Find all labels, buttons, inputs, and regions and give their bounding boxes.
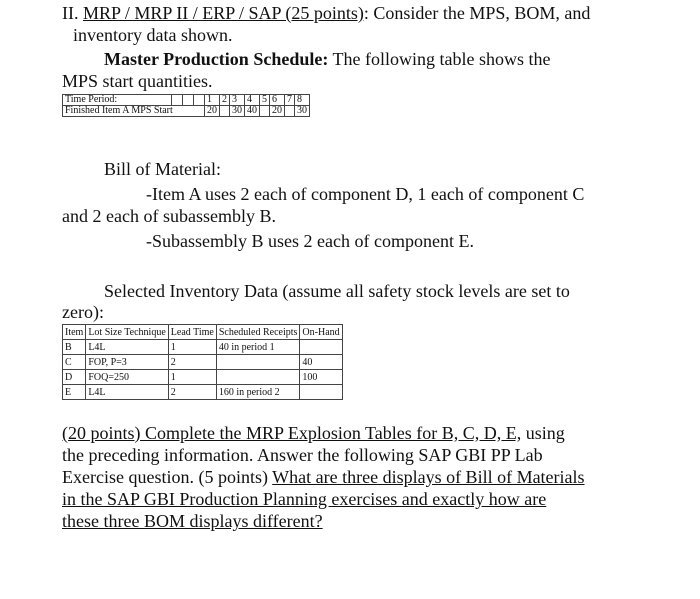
- col-header: Lot Size Technique: [86, 325, 168, 340]
- question-line-5: these three BOM displays different?: [62, 511, 323, 531]
- mps-value: [220, 106, 230, 117]
- table-row: [63, 385, 343, 400]
- mps-blank-cell: [194, 95, 205, 106]
- question-line-3-underlined: What are three displays of Bill of Materials: [272, 467, 585, 487]
- mps-period-label: Time Period:: [63, 95, 172, 106]
- table-row: [63, 370, 343, 385]
- bom-line-2: and 2 each of subassembly B.: [62, 206, 276, 226]
- col-header: Scheduled Receipts: [216, 325, 300, 340]
- mps-period: 3: [230, 95, 245, 106]
- question-line-2: the preceding information. Answer the following SAP GBI PP Lab: [62, 445, 543, 465]
- mps-value: 30: [295, 106, 310, 117]
- question-number: II.: [62, 3, 79, 23]
- mps-row-label: Finished Item A MPS Start: [63, 106, 205, 117]
- question-title-rest: : Consider the MPS, BOM, and: [363, 3, 591, 23]
- inventory-table: [62, 324, 343, 400]
- bom-line-1: -Item A uses 2 each of component D, 1 each of component C: [146, 184, 585, 204]
- mps-line-2: MPS start quantities.: [62, 71, 213, 91]
- table-row: [63, 355, 343, 370]
- col-header: Item: [63, 325, 86, 340]
- mps-period: 1: [205, 95, 220, 106]
- cell: E: [63, 385, 86, 400]
- cell: 100: [300, 370, 342, 385]
- question-line-1: [62, 422, 565, 444]
- cell: L4L: [86, 340, 168, 355]
- cell: 1: [168, 370, 216, 385]
- col-header: On-Hand: [300, 325, 342, 340]
- cell: 1: [168, 340, 216, 355]
- cell: 40: [300, 355, 342, 370]
- mps-heading-rest: The following table shows the: [328, 49, 551, 69]
- cell: 40 in period 1: [216, 340, 300, 355]
- mps-heading-bold: Master Production Schedule:: [104, 49, 329, 69]
- table-row: [63, 340, 343, 355]
- inventory-heading-2: zero):: [62, 302, 104, 322]
- cell: [300, 385, 342, 400]
- bom-line-3: -Subassembly B uses 2 each of component E.: [146, 231, 474, 251]
- cell: C: [63, 355, 86, 370]
- question-line-3-plain: Exercise question. (5 points): [62, 467, 273, 487]
- mps-value: [260, 106, 270, 117]
- question-line-1-rest: using: [521, 423, 565, 443]
- mps-values-row: [63, 106, 310, 117]
- mps-period: 7: [285, 95, 295, 106]
- cell: 2: [168, 385, 216, 400]
- mps-period: 5: [260, 95, 270, 106]
- question-line-4: in the SAP GBI Production Planning exercises and exactly how are: [62, 489, 547, 509]
- mps-period: 4: [245, 95, 260, 106]
- cell: L4L: [86, 385, 168, 400]
- mps-table: [62, 94, 310, 117]
- cell: D: [63, 370, 86, 385]
- mps-value: 40: [245, 106, 260, 117]
- question-line-1-underlined: (20 points) Complete the MRP Explosion Tables for B, C, D, E,: [62, 423, 522, 443]
- intro-line-2: inventory data shown.: [73, 25, 233, 45]
- mps-heading: [104, 48, 550, 70]
- question-title: MRP / MRP II / ERP / SAP (25 points): [83, 3, 364, 23]
- cell: 160 in period 2: [216, 385, 300, 400]
- question-header: [62, 2, 590, 24]
- mps-blank-cell: [183, 95, 194, 106]
- mps-value: 30: [230, 106, 245, 117]
- col-header: Lead Time: [168, 325, 216, 340]
- question-line-3: [62, 466, 585, 488]
- mps-value: [285, 106, 295, 117]
- inventory-header-row: [63, 325, 343, 340]
- cell: FOQ=250: [86, 370, 168, 385]
- mps-value: 20: [270, 106, 285, 117]
- cell: [216, 370, 300, 385]
- cell: FOP, P=3: [86, 355, 168, 370]
- inventory-heading: Selected Inventory Data (assume all safety stock levels are set to: [104, 281, 570, 301]
- mps-period: 6: [270, 95, 285, 106]
- mps-blank-cell: [172, 95, 183, 106]
- cell: [216, 355, 300, 370]
- mps-value: 20: [205, 106, 220, 117]
- cell: 2: [168, 355, 216, 370]
- mps-period: 2: [220, 95, 230, 106]
- bom-heading: Bill of Material:: [104, 159, 221, 179]
- cell: B: [63, 340, 86, 355]
- mps-period: 8: [295, 95, 310, 106]
- mps-period-row: [63, 95, 310, 106]
- cell: [300, 340, 342, 355]
